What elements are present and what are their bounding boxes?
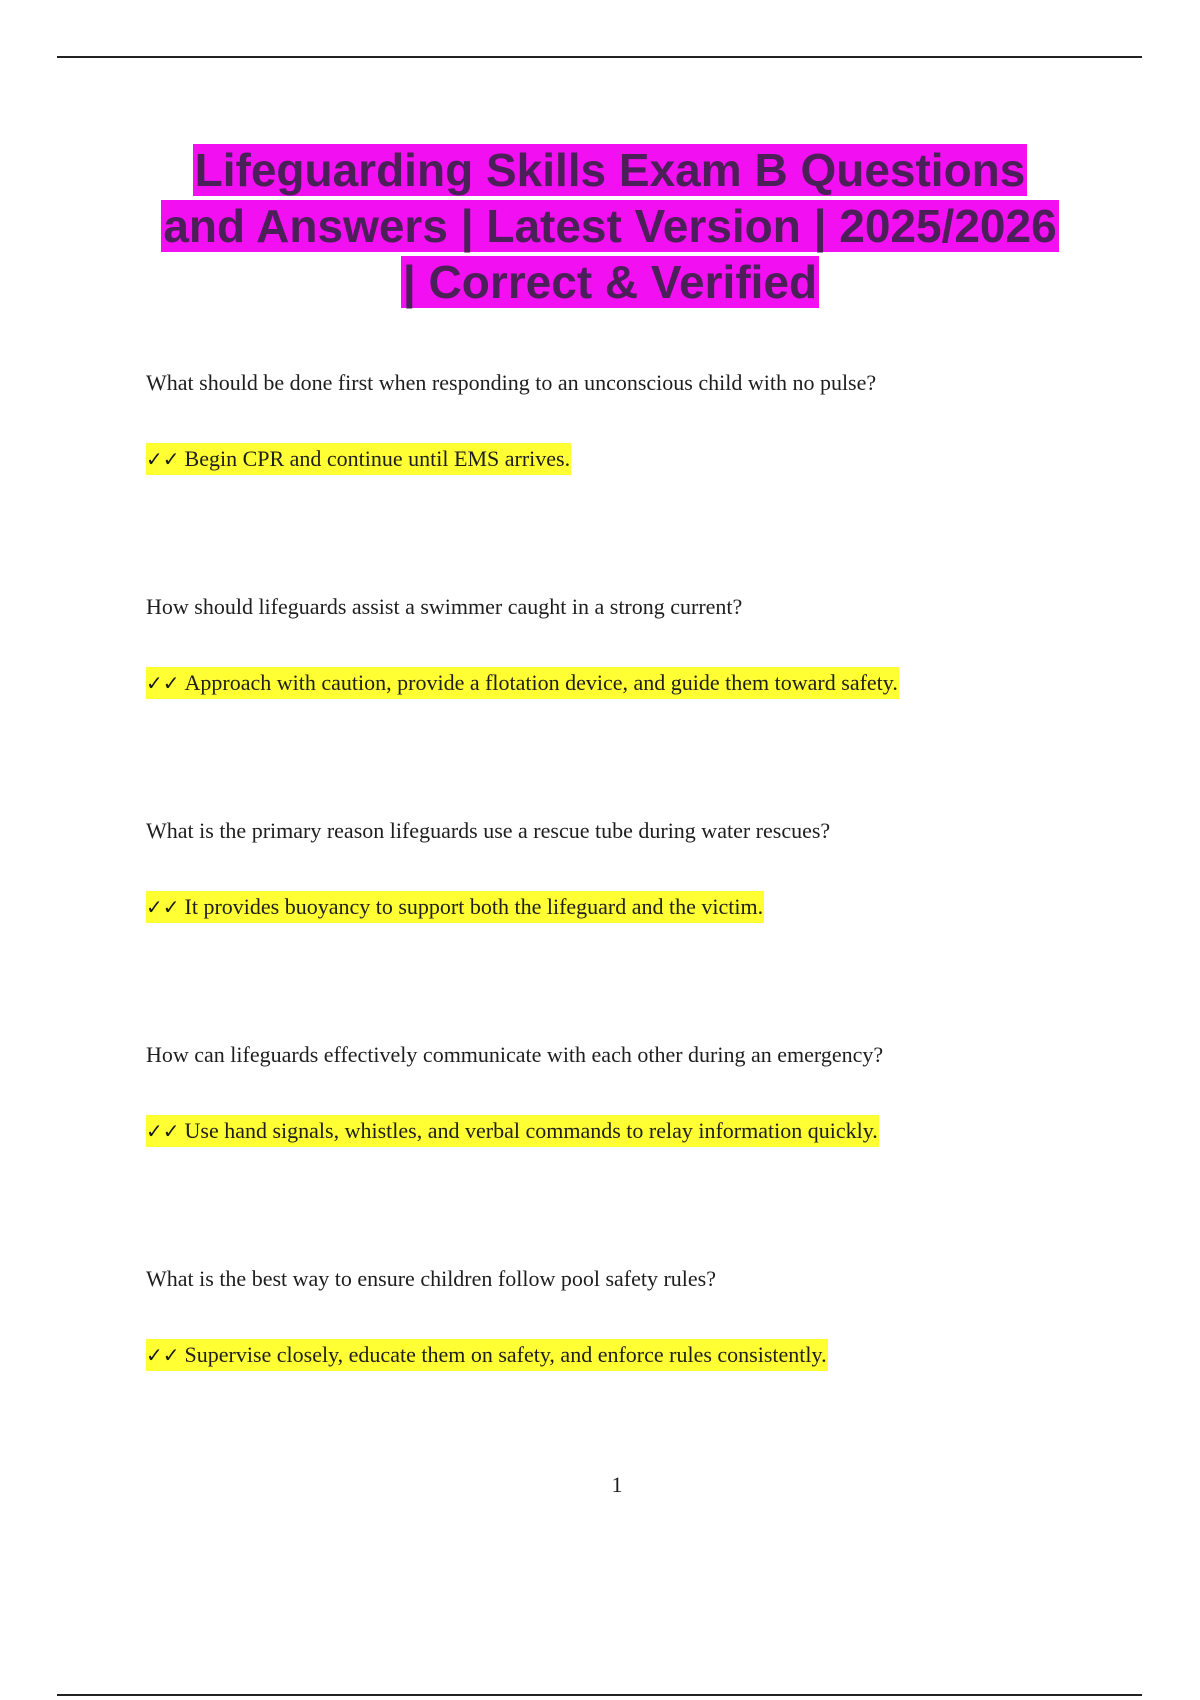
- double-check-icon: ✓✓: [146, 671, 180, 695]
- answer: [146, 667, 899, 699]
- answer-highlight: [146, 443, 571, 475]
- answer-text: It provides buoyancy to support both the lifeguard and the victim.: [184, 894, 764, 919]
- answer-highlight: [146, 1339, 828, 1371]
- question-text: What is the best way to ensure children follow pool safety rules?: [146, 1266, 717, 1291]
- answer: [146, 1339, 828, 1371]
- qa-item-2: [146, 593, 1106, 695]
- qa-item-5: [146, 1265, 1106, 1367]
- page-number: 1: [611, 1472, 623, 1497]
- title-line-3: | Correct & Verified: [402, 256, 818, 308]
- title-line-1: Lifeguarding Skills Exam B Questions: [194, 144, 1026, 196]
- double-check-icon: ✓✓: [146, 447, 180, 471]
- answer-highlight: [146, 667, 899, 699]
- answer: [146, 891, 764, 923]
- question-text: What should be done first when responding to an unconscious child with no pulse?: [146, 370, 877, 395]
- document-title: [130, 142, 1090, 310]
- answer-text: Begin CPR and continue until EMS arrives.: [184, 446, 571, 471]
- double-check-icon: ✓✓: [146, 1343, 180, 1367]
- answer-text: Use hand signals, whistles, and verbal commands to relay information quickly.: [184, 1118, 878, 1143]
- answer-text: Approach with caution, provide a flotation device, and guide them toward safety.: [184, 670, 898, 695]
- title-line-2: and Answers | Latest Version | 2025/2026: [163, 200, 1057, 252]
- qa-item-1: [146, 369, 1106, 471]
- answer-highlight: [146, 891, 764, 923]
- qa-item-3: [146, 817, 1106, 919]
- bottom-rule: [57, 1694, 1142, 1696]
- answer-highlight: [146, 1115, 879, 1147]
- top-rule: [57, 56, 1142, 58]
- double-check-icon: ✓✓: [146, 895, 180, 919]
- question-text: How should lifeguards assist a swimmer caught in a strong current?: [146, 594, 743, 619]
- answer-text: Supervise closely, educate them on safety, and enforce rules consistently.: [184, 1342, 827, 1367]
- answer: [146, 1115, 879, 1147]
- question-text: How can lifeguards effectively communicate with each other during an emergency?: [146, 1042, 884, 1067]
- answer: [146, 443, 571, 475]
- question-text: What is the primary reason lifeguards use a rescue tube during water rescues?: [146, 818, 831, 843]
- double-check-icon: ✓✓: [146, 1119, 180, 1143]
- qa-item-4: [146, 1041, 1106, 1143]
